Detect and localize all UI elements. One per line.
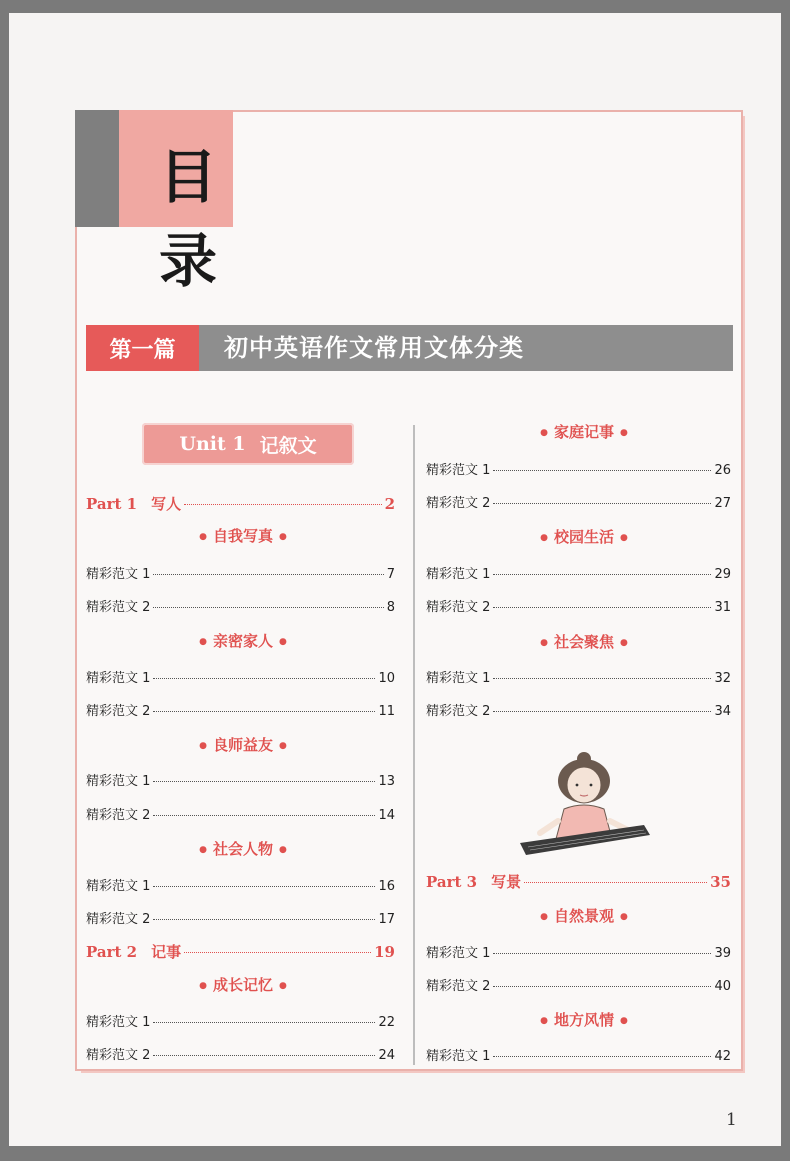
toc-entry[interactable] [426, 700, 731, 718]
entry-page: 42 [714, 1049, 731, 1064]
section-heading-label: 良师益友 [212, 736, 273, 754]
dot-leader [153, 678, 375, 679]
dot-leader [493, 1056, 711, 1057]
part-page: 19 [374, 943, 395, 961]
entry-page: 8 [386, 600, 395, 615]
entry-page: 32 [714, 671, 731, 686]
toc-entry[interactable] [86, 804, 395, 822]
bullet-dot-icon: ● [279, 531, 287, 542]
girl-playing-guzheng-icon [514, 751, 654, 857]
bullet-dot-icon: ● [620, 1015, 628, 1026]
entry-label: 精彩范文 1 [86, 879, 151, 894]
dot-leader [493, 678, 711, 679]
dot-leader [153, 1055, 375, 1056]
section-heading[interactable] [173, 630, 313, 651]
entry-label: 精彩范文 1 [426, 1049, 491, 1064]
entry-label: 精彩范文 2 [86, 704, 151, 719]
entry-page: 11 [378, 704, 395, 719]
bullet-dot-icon: ● [540, 427, 548, 438]
dot-leader [184, 952, 371, 953]
entry-label: 精彩范文 1 [426, 463, 491, 478]
dot-leader [153, 607, 383, 608]
document-page [9, 13, 781, 1146]
section-heading-label: 自我写真 [212, 527, 273, 545]
section-heading[interactable] [514, 905, 654, 926]
entry-label: 精彩范文 2 [86, 1048, 151, 1063]
bullet-dot-icon: ● [540, 637, 548, 648]
dot-leader [153, 815, 375, 816]
section-heading-label: 亲密家人 [212, 632, 273, 650]
toc-entry[interactable] [86, 563, 395, 581]
entry-label: 精彩范文 1 [426, 946, 491, 961]
entry-page: 17 [378, 912, 395, 927]
entry-label: 精彩范文 2 [426, 979, 491, 994]
entry-page: 24 [378, 1048, 395, 1063]
dot-leader [524, 882, 707, 883]
entry-label: 精彩范文 1 [86, 1015, 151, 1030]
section-heading[interactable] [173, 734, 313, 755]
unit-badge [142, 423, 354, 465]
toc-entry[interactable] [86, 700, 395, 718]
entry-label: 精彩范文 2 [86, 808, 151, 823]
bullet-dot-icon: ● [620, 427, 628, 438]
bullet-dot-icon: ● [279, 740, 287, 751]
toc-entry[interactable] [426, 942, 731, 960]
entry-label: 精彩范文 2 [426, 496, 491, 511]
column-divider [413, 425, 415, 1065]
entry-label: 精彩范文 1 [426, 567, 491, 582]
title-pink-box [119, 110, 233, 295]
section-heading[interactable] [173, 974, 313, 995]
toc-entry[interactable] [426, 492, 731, 510]
part-heading[interactable] [86, 941, 395, 962]
part-title: 写景 [491, 873, 522, 891]
toc-entry[interactable] [426, 1045, 731, 1063]
part-title: 写人 [151, 495, 182, 513]
bullet-dot-icon: ● [199, 844, 207, 855]
dot-leader [153, 1022, 375, 1023]
dot-leader [493, 711, 711, 712]
entry-page: 29 [714, 567, 731, 582]
toc-entry[interactable] [86, 667, 395, 685]
toc-entry[interactable] [86, 1011, 395, 1029]
bullet-dot-icon: ● [540, 1015, 548, 1026]
dot-leader [153, 919, 375, 920]
section-tag: 第一篇 [86, 325, 199, 371]
section-heading-label: 校园生活 [553, 528, 614, 546]
dot-leader [153, 781, 375, 782]
entry-page: 13 [378, 774, 395, 789]
toc-entry[interactable] [426, 563, 731, 581]
dot-leader [493, 574, 711, 575]
title-gray-bar [75, 110, 119, 227]
part-heading[interactable] [86, 493, 395, 514]
dot-leader [493, 986, 711, 987]
dot-leader [153, 711, 375, 712]
entry-page: 14 [378, 808, 395, 823]
entry-label: 精彩范文 2 [86, 600, 151, 615]
part-page: 35 [710, 873, 731, 891]
entry-page: 10 [378, 671, 395, 686]
section-heading-label: 自然景观 [553, 907, 614, 925]
section-heading-label: 地方风情 [553, 1011, 614, 1029]
entry-page: 27 [714, 496, 731, 511]
dot-leader [184, 504, 381, 505]
bullet-dot-icon: ● [620, 911, 628, 922]
entry-page: 7 [386, 567, 395, 582]
entry-label: 精彩范文 2 [86, 912, 151, 927]
bullet-dot-icon: ● [540, 911, 548, 922]
section-title: 初中英语作文常用文体分类 [224, 334, 524, 362]
section-heading[interactable] [514, 631, 654, 652]
entry-label: 精彩范文 2 [426, 600, 491, 615]
part-heading[interactable] [426, 871, 731, 892]
part-label: Part 3 [426, 873, 478, 891]
section-heading[interactable] [173, 838, 313, 859]
bullet-dot-icon: ● [540, 532, 548, 543]
part-page: 2 [384, 495, 395, 513]
page-number: 1 [726, 1110, 737, 1130]
bullet-dot-icon: ● [279, 980, 287, 991]
toc-title: 目录 [159, 143, 214, 295]
toc-entry[interactable] [86, 596, 395, 614]
bullet-dot-icon: ● [199, 531, 207, 542]
toc-entry[interactable] [426, 459, 731, 477]
dot-leader [493, 607, 711, 608]
part-title: 记事 [151, 943, 182, 961]
entry-label: 精彩范文 1 [426, 671, 491, 686]
dot-leader [493, 503, 711, 504]
dot-leader [153, 886, 375, 887]
entry-page: 31 [714, 600, 731, 615]
entry-page: 39 [714, 946, 731, 961]
section-heading-label: 社会聚焦 [553, 633, 614, 651]
entry-page: 34 [714, 704, 731, 719]
entry-label: 精彩范文 2 [426, 704, 491, 719]
section-heading[interactable] [514, 421, 654, 442]
toc-entry[interactable] [86, 908, 395, 926]
section-heading[interactable] [514, 1009, 654, 1030]
toc-entry[interactable] [86, 1044, 395, 1062]
toc-entry[interactable] [426, 667, 731, 685]
dot-leader [153, 574, 383, 575]
entry-label: 精彩范文 1 [86, 774, 151, 789]
bullet-dot-icon: ● [620, 637, 628, 648]
section-heading[interactable] [514, 526, 654, 547]
bullet-dot-icon: ● [620, 532, 628, 543]
part-label: Part 1 [86, 495, 138, 513]
bullet-dot-icon: ● [199, 980, 207, 991]
section-heading-label: 社会人物 [212, 840, 273, 858]
part-label: Part 2 [86, 943, 138, 961]
bullet-dot-icon: ● [279, 844, 287, 855]
bullet-dot-icon: ● [199, 636, 207, 647]
unit-label: Unit 1 [179, 433, 246, 455]
toc-entry[interactable] [86, 770, 395, 788]
entry-page: 22 [378, 1015, 395, 1030]
bullet-dot-icon: ● [199, 740, 207, 751]
bullet-dot-icon: ● [279, 636, 287, 647]
section-heading-label: 家庭记事 [553, 423, 614, 441]
entry-label: 精彩范文 1 [86, 671, 151, 686]
unit-title: 记叙文 [259, 434, 317, 457]
section-heading[interactable] [173, 525, 313, 546]
dot-leader [493, 953, 711, 954]
entry-page: 26 [714, 463, 731, 478]
toc-title-block [75, 110, 233, 295]
dot-leader [493, 470, 711, 471]
entry-page: 16 [378, 879, 395, 894]
entry-label: 精彩范文 1 [86, 567, 151, 582]
toc-entry[interactable] [426, 975, 731, 993]
toc-entry[interactable] [426, 596, 731, 614]
section-heading-label: 成长记忆 [212, 976, 273, 994]
entry-page: 40 [714, 979, 731, 994]
toc-entry[interactable] [86, 875, 395, 893]
